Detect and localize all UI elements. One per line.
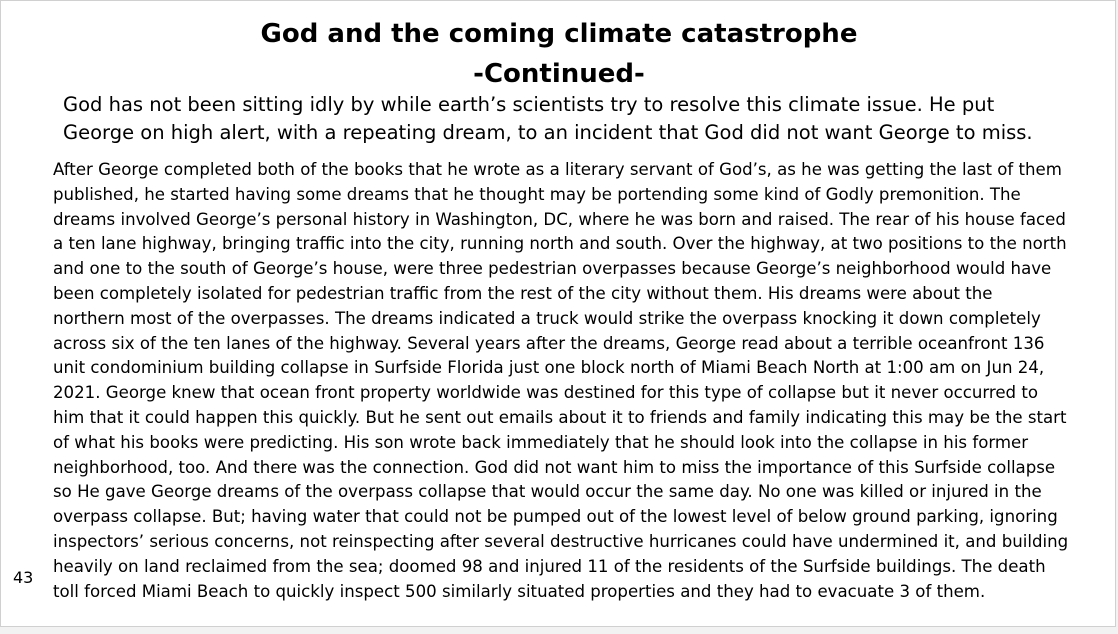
body-line: overpass collapse. But; having water that could not be pumped out of the lowest level of below ground parking, ignoring — [53, 507, 1058, 527]
body-line: and one to the south of George’s house, were three pedestrian overpasses because George’s neighborhood would have — [53, 259, 1052, 279]
slide-subtitle: -Continued- — [473, 59, 645, 89]
body-line: northern most of the overpasses. The dreams indicated a truck would strike the overpass knocking it down completely — [53, 308, 1041, 328]
body-paragraph — [53, 158, 1103, 604]
body-line: of what his books were predicting. His son wrote back immediately that he should look into the collapse in his former — [53, 432, 1029, 452]
body-line: a ten lane highway, bringing traffic into the city, running north and south. Over the highway, at two positions to the north — [53, 234, 1067, 254]
body-line: heavily on land reclaimed from the sea; doomed 98 and injured 11 of the residents of the Surfside buildings. The death — [53, 556, 1046, 576]
intro-paragraph — [63, 91, 1103, 147]
body-line: 2021. George knew that ocean front property worldwide was destined for this type of collapse but it never occurred to — [53, 383, 1039, 403]
intro-line: George on high alert, with a repeating dream, to an incident that God did not want George to miss. — [63, 121, 1033, 144]
body-line: published, he started having some dreams that he thought may be portending some kind of Godly premonition. The — [53, 184, 1021, 204]
body-line: inspectors’ serious concerns, not reinspecting after several destructive hurricanes could have undermined it, and building — [53, 531, 1069, 551]
page-number: 43 — [13, 568, 34, 587]
body-line: been completely isolated for pedestrian traffic from the rest of the city without them. His dreams were about the — [53, 283, 993, 303]
body-line: so He gave George dreams of the overpass collapse that would occur the same day. No one was killed or injured in the — [53, 482, 1042, 502]
body-line: unit condominium building collapse in Surfside Florida just one block north of Miami Beach North at 1:00 am on Jun 24, — [53, 358, 1045, 378]
body-line: him that it could happen this quickly. But he sent out emails about it to friends and family indicating this may be the start — [53, 407, 1067, 427]
slide-title: God and the coming climate catastrophe — [260, 19, 858, 49]
body-line: across six of the ten lanes of the highway. Several years after the dreams, George read about a terrible oceanfront 136 — [53, 333, 1045, 353]
body-line: neighborhood, too. And there was the connection. God did not want him to miss the importance of this Surfside collapse — [53, 457, 1056, 477]
body-line: dreams involved George’s personal history in Washington, DC, where he was born and raised. The rear of his house faced — [53, 209, 1066, 229]
body-line: After George completed both of the books that he wrote as a literary servant of God’s, as he was getting the last of them — [53, 160, 1062, 179]
intro-line: God has not been sitting idly by while earth’s scientists try to resolve this climate issue. He put — [63, 93, 995, 116]
body-line: toll forced Miami Beach to quickly inspect 500 similarly situated properties and they had to evacuate 3 of them. — [53, 581, 986, 601]
